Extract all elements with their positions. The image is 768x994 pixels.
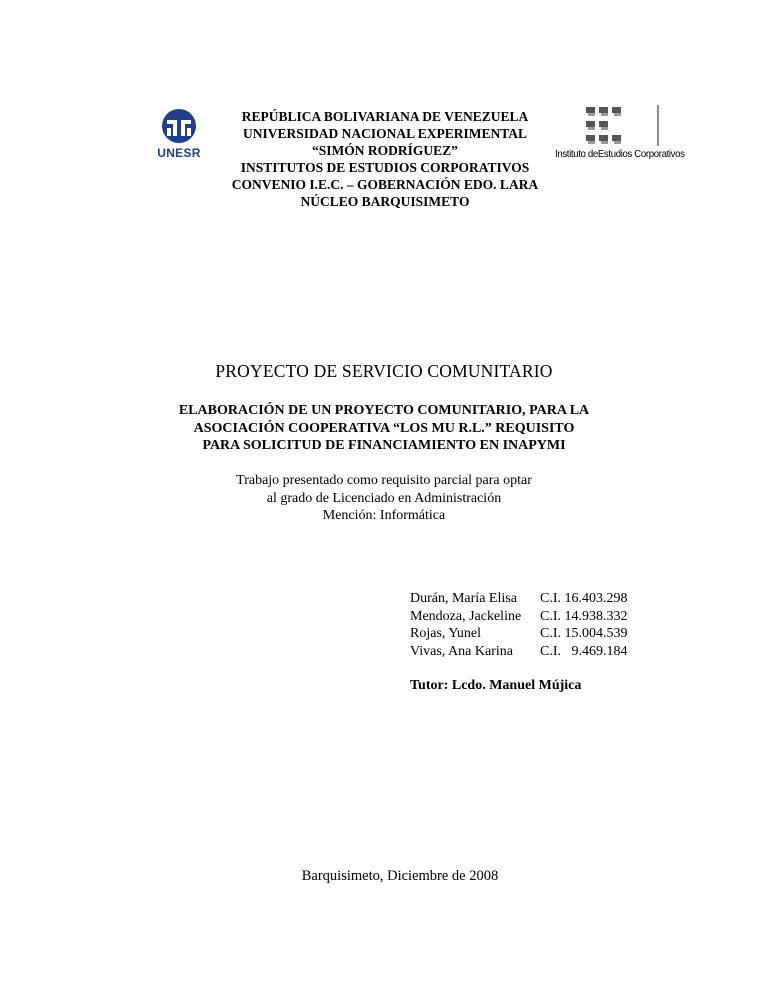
place-date: Barquisimeto, Diciembre de 2008: [301, 868, 499, 884]
author-row: [410, 608, 628, 626]
author-name: Durán, María Elisa: [410, 591, 517, 606]
institution-header: [200, 108, 570, 210]
author-row: [410, 590, 628, 608]
author-row: [410, 625, 628, 643]
author-name: Rojas, Yunel: [410, 626, 482, 641]
author-ci: C.I. 15.004.539: [540, 626, 628, 641]
presentation-line: Trabajo presentado como requisito parcial para optar: [236, 473, 532, 488]
subtitle-line: ASOCIACIÓN COOPERATIVA “LOS MU R.L.” REQUISITO: [193, 420, 575, 436]
project-title: PROYECTO DE SERVICIO COMUNITARIO: [215, 361, 553, 381]
authors-list: [410, 590, 628, 660]
author-row: [410, 643, 628, 661]
subtitle-line: PARA SOLICITUD DE FINANCIAMIENTO EN INAPYMI: [202, 438, 566, 453]
author-name: Mendoza, Jackeline: [410, 608, 522, 624]
author-name: Vivas, Ana Karina: [410, 643, 513, 659]
subtitle-line: ELABORACIÓN DE UN PROYECTO COMUNITARIO, PARA LA: [178, 403, 590, 418]
header-line: “SIMÓN RODRÍGUEZ”: [312, 143, 458, 158]
author-ci: C.I. 14.938.332: [540, 608, 628, 624]
presentation-text: [150, 472, 618, 525]
iec-logo-label: Instituto deEstudios Corporativos: [555, 148, 685, 160]
header-line: NÚCLEO BARQUISIMETO: [300, 194, 470, 209]
unesr-logo-label: UNESR: [157, 146, 201, 160]
header-line: INSTITUTOS DE ESTUDIOS CORPORATIVOS: [240, 160, 530, 175]
header-line: CONVENIO I.E.C. – GOBERNACIÓN EDO. LARA: [231, 177, 539, 192]
project-subtitle: [150, 402, 618, 455]
header-line: UNIVERSIDAD NACIONAL EXPERIMENTAL: [242, 126, 528, 141]
tutor: Tutor: Lcdo. Manuel Mújica: [410, 678, 582, 693]
author-ci: C.I. 16.403.298: [540, 591, 628, 606]
author-ci: C.I. 9.469.184: [540, 643, 628, 659]
header-line: REPÚBLICA BOLIVARIANA DE VENEZUELA: [241, 109, 529, 124]
presentation-line: Mención: Informática: [322, 508, 446, 523]
presentation-line: al grado de Licenciado en Administración: [266, 490, 502, 506]
